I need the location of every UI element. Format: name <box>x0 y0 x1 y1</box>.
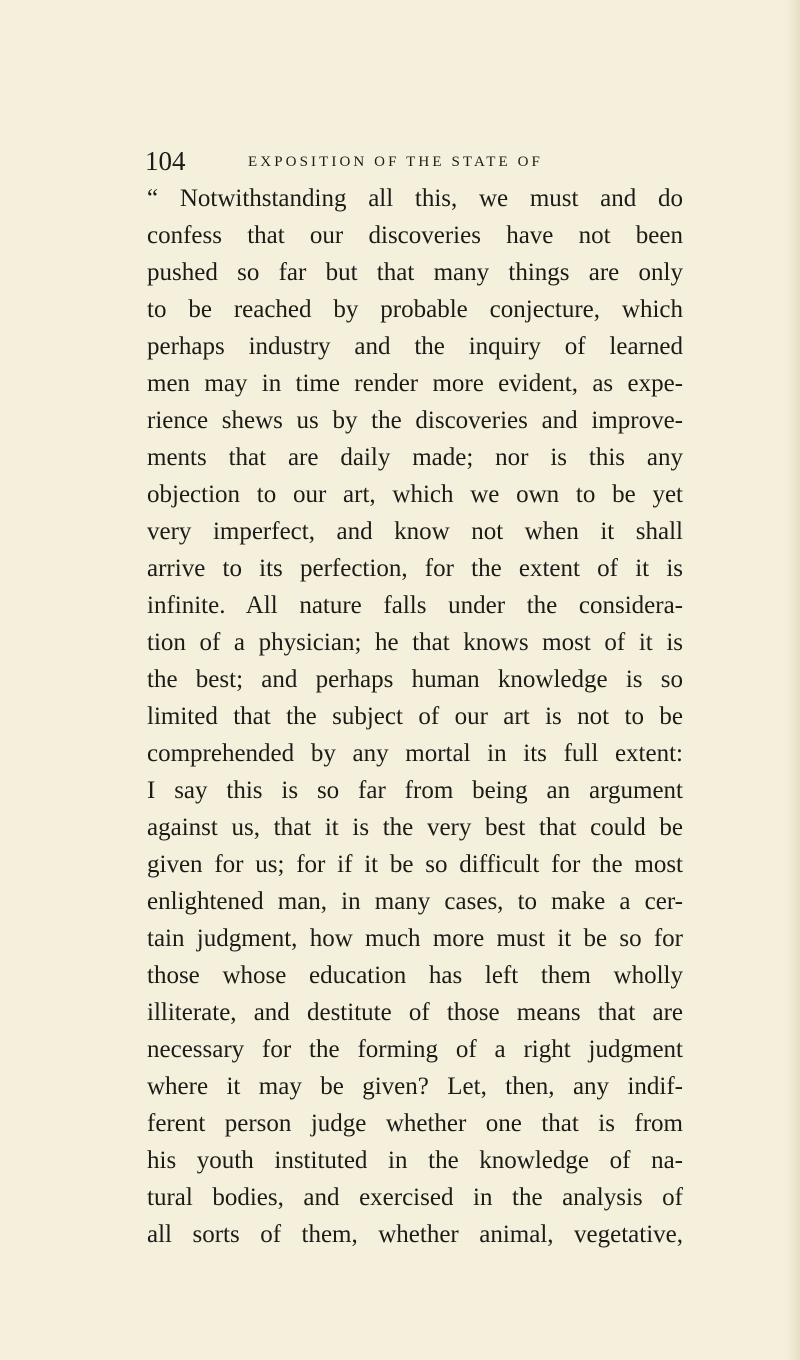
text-line: necessary for the forming of a right judgment <box>147 1036 683 1063</box>
text-line: rience shews us by the discoveries and improve- <box>147 407 683 434</box>
text-line: given for us; for if it be so difficult for the most <box>147 851 683 878</box>
text-line: pushed so far but that many things are only <box>147 259 683 286</box>
text-line: where it may be given? Let, then, any indif- <box>147 1073 683 1100</box>
text-line: arrive to its perfection, for the extent of it is <box>147 555 683 582</box>
text-line: objection to our art, which we own to be yet <box>147 481 683 508</box>
text-line: tion of a physician; he that knows most of it is <box>147 629 683 656</box>
text-line: I say this is so far from being an argument <box>147 777 683 804</box>
running-title: EXPOSITION OF THE STATE OF <box>248 154 543 170</box>
text-line: very imperfect, and know not when it shall <box>147 518 683 545</box>
text-line: illiterate, and destitute of those means that are <box>147 999 683 1026</box>
text-line: confess that our discoveries have not been <box>147 222 683 249</box>
text-line: “ Notwithstanding all this, we must and do <box>147 185 683 212</box>
text-line: his youth instituted in the knowledge of na- <box>147 1147 683 1174</box>
text-line: tain judgment, how much more must it be so for <box>147 925 683 952</box>
body-text <box>147 180 683 1253</box>
page-edge-shadow <box>786 0 800 1360</box>
running-head <box>145 146 685 176</box>
text-line: ferent person judge whether one that is from <box>147 1110 683 1137</box>
text-line: those whose education has left them wholly <box>147 962 683 989</box>
text-line: limited that the subject of our art is not to be <box>147 703 683 730</box>
text-line: against us, that it is the very best that could be <box>147 814 683 841</box>
text-line: the best; and perhaps human knowledge is so <box>147 666 683 693</box>
text-line: comprehended by any mortal in its full extent: <box>147 740 683 767</box>
text-line: ments that are daily made; nor is this any <box>147 444 683 471</box>
text-line: to be reached by probable conjecture, which <box>147 296 683 323</box>
text-line: enlightened man, in many cases, to make a cer- <box>147 888 683 915</box>
text-line: tural bodies, and exercised in the analysis of <box>147 1184 683 1211</box>
text-line: perhaps industry and the inquiry of learned <box>147 333 683 360</box>
text-line: all sorts of them, whether animal, vegetative, <box>147 1221 683 1248</box>
text-line: men may in time render more evident, as expe- <box>147 370 683 397</box>
text-line: infinite. All nature falls under the considera- <box>147 592 683 619</box>
page-number: 104 <box>145 146 186 176</box>
